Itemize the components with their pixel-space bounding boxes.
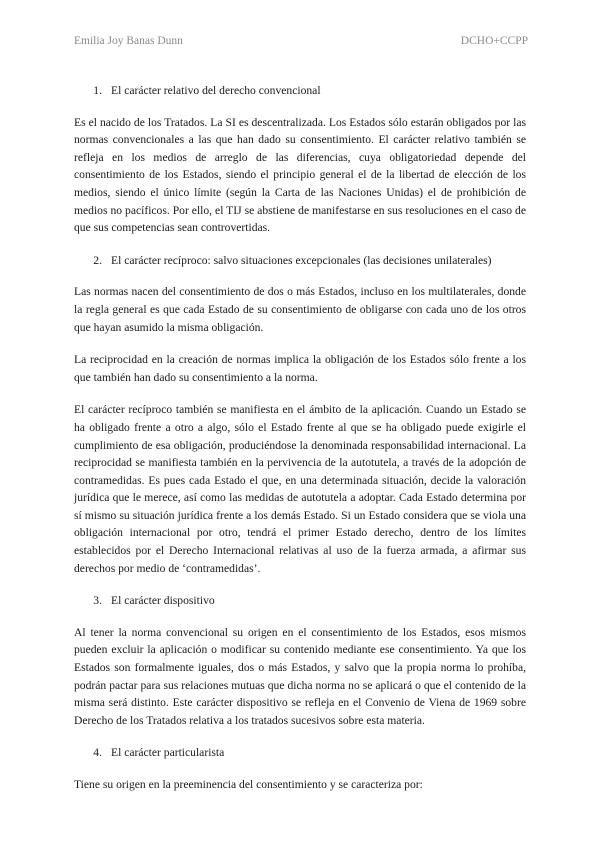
paragraph: Tiene su origen en la preeminencia del consentimiento y se caracteriza por: [74, 778, 423, 791]
paragraph: El carácter recíproco también se manifiesta en el ámbito de la aplicación. Cuando un Estado se ha obligado frente a otro a algo, sólo el Estado frente al que se ha obligado puede exigirle el cumplimiento de esa obligación, produciéndose la denominada responsabilidad internacional. La reciprocidad se manifiesta también en la pervivencia de la autotutela, a través de la adopción de contramedidas. Es pues cada Estado el que, en una determinada situación, decide la valoración jurídica que le merece, así como las medidas de autotutela a adoptar. Cada Estado determina por sí mismo su situación jurídica frente a los demás Estado. Si un Estado considera que se viola una obligación internacional por otro, tendrá el primer Estado derecho, dentro de los límites establecidos por el Derecho Internacional relativas al uso de la fuerza armada, a afirmar sus derechos por medio de ‘contramedidas’. [74, 403, 526, 575]
section-title: El carácter particularista [111, 746, 225, 760]
section-number: 4. [93, 746, 102, 760]
section-title: El carácter relativo del derecho convencional [111, 84, 321, 97]
header-author: Emilia Joy Banas Dunn [74, 35, 183, 47]
paragraph: Al tener la norma convencional su origen en el consentimiento de los Estados, esos mismos pueden excluir la aplicación o modificar su contenido mediante ese consentimiento. Ya que los Estados son formalmente iguales, dos o más Estados, y salvo que la propia norma lo prohíba, podrán pactar para sus relaciones mutuas que dicha norma no se aplicará o que el contenido de la misma será distinto. Este carácter dispositivo se refleja en el Convenio de Viena de 1969 sobre Derecho de los Tratados relativa a los tratados sucesivos sobre esta materia. [74, 625, 526, 727]
paragraph: La reciprocidad en la creación de normas implica la obligación de los Estados sólo frente a los que también han dado su consentimiento a la norma. [74, 353, 526, 384]
header-course: DCHO+CCPP [460, 35, 528, 47]
paragraph: Es el nacido de los Tratados. La SI es descentralizada. Los Estados sólo estarán obligados por las normas convencionales a las que han dado su consentimiento. El carácter relativo también se refleja en los medios de arreglo de las diferencias, cuya obligatoriedad depende del consentimiento de los Estados, siendo el principio general el de la libertad de elección de los medios, siendo el único límite (según la Carta de las Naciones Unidas) el de prohibición de medios no pacíficos. Por ello, el TIJ se abstiene de manifestarse en sus resoluciones en el caso de que sus competencias sean controvertidas. [74, 115, 526, 235]
section-number: 3. [93, 594, 102, 608]
section-heading [74, 82, 526, 100]
section-number: 1. [93, 84, 102, 97]
section-heading [74, 744, 526, 762]
section-title: El carácter recíproco: salvo situaciones excepcionales (las decisiones unilaterales) [111, 253, 492, 267]
section-heading [74, 592, 526, 610]
document-body [74, 82, 526, 809]
paragraph: Las normas nacen del consentimiento de dos o más Estados, incluso en los multilaterales, donde la regla general es que cada Estado de su consentimiento de obligarse con cada uno de los otros que hayan asumido la misma obligación. [74, 285, 526, 334]
section-title: El carácter dispositivo [111, 594, 215, 608]
section-heading [74, 252, 526, 270]
section-number: 2. [93, 253, 102, 267]
